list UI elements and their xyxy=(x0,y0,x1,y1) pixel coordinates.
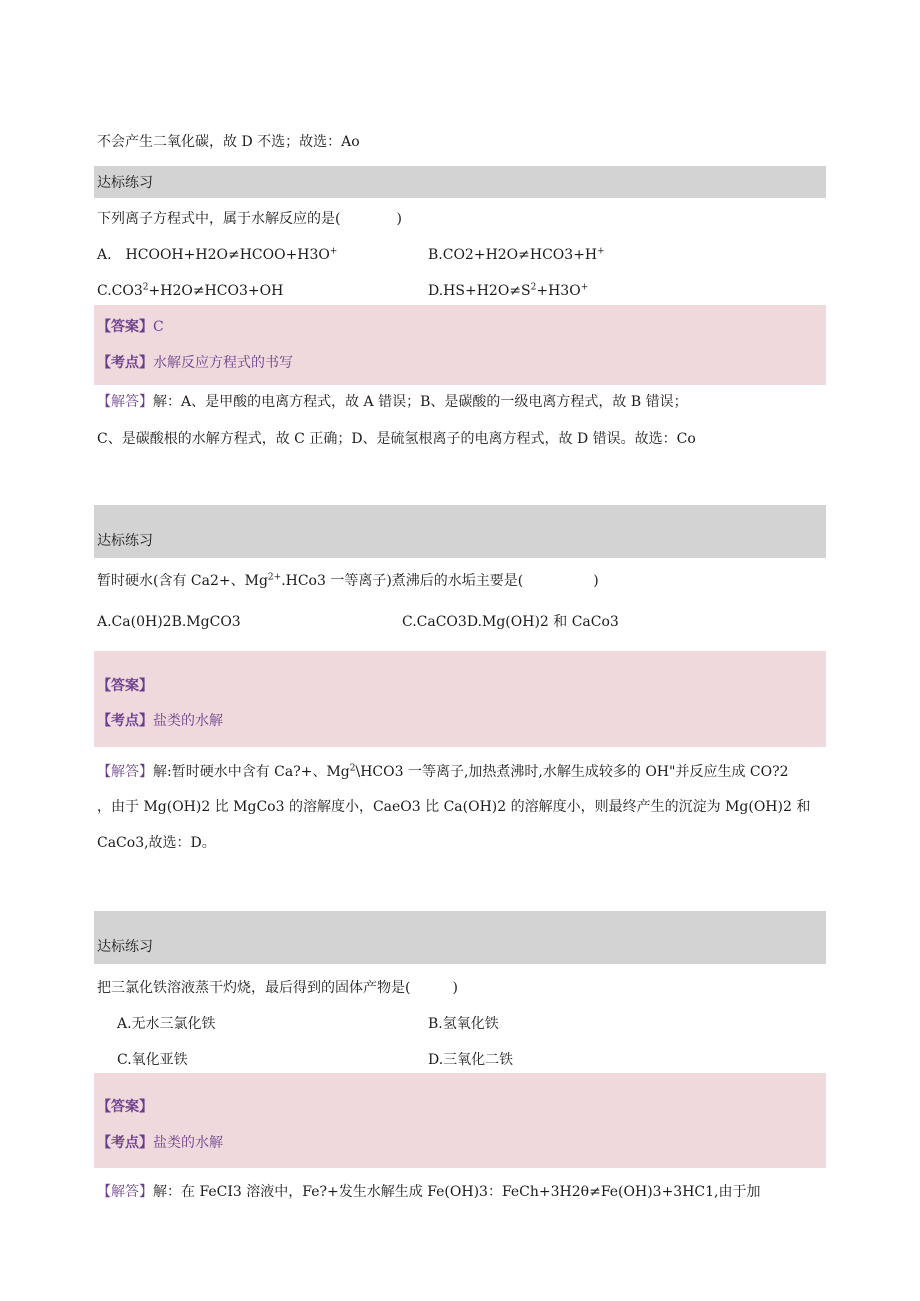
q2-explain-1-sup: 2 xyxy=(349,763,356,774)
q1-option-a-text: A. HCOOH+H2O≠HCOO+H3O xyxy=(97,247,330,263)
q2-explain-1-post: \HCO3 一等离子,加热煮沸时,水解生成较多的 OH"并反应生成 CO?2 xyxy=(355,764,789,780)
q3-option-d: D.三氧化二铁 xyxy=(428,1052,514,1068)
section-band-1 xyxy=(94,166,826,198)
q1-option-c-post: +H2O≠HCO3+OH xyxy=(148,283,284,299)
q3-topic-value: 盐类的水解 xyxy=(153,1135,223,1151)
q2-option-cd: C.CaCO3D.Mg(OH)2 和 CaCo3 xyxy=(402,614,619,630)
q1-option-a-sup: + xyxy=(329,246,338,257)
intro-text: 不会产生二氧化碳，故 D 不选；故选：Ao xyxy=(97,134,360,150)
q1-answer-value: C xyxy=(153,319,164,335)
answer-band-2 xyxy=(94,651,826,747)
q3-option-c: C.氧化亚铁 xyxy=(117,1052,188,1068)
q1-explain-2: C、是碳酸根的水解方程式，故 C 正确；D、是硫氢根离子的电离方程式，故 D 错误。故选：Co xyxy=(97,431,696,447)
section-title-1: 达标练习 xyxy=(97,175,153,191)
q2-question-sup: 2+ xyxy=(267,572,282,583)
q2-topic xyxy=(97,711,223,731)
section-band-3 xyxy=(94,911,826,964)
q1-option-c-sup: 2 xyxy=(142,282,149,293)
q1-option-b xyxy=(428,245,605,265)
q2-explain-1 xyxy=(97,762,789,782)
q1-option-a xyxy=(97,245,337,265)
q3-option-a: A.无水三氯化铁 xyxy=(117,1016,216,1032)
q1-answer-label: 【答案】 xyxy=(97,319,153,335)
answer-band-1 xyxy=(94,305,826,385)
q1-question: 下列离子方程式中，属于水解反应的是( ) xyxy=(97,211,402,227)
q3-answer-label: 【答案】 xyxy=(97,1099,153,1115)
q1-option-d xyxy=(428,281,588,301)
q2-question xyxy=(97,571,599,591)
q1-option-c xyxy=(97,281,283,301)
q1-answer xyxy=(97,317,164,337)
q2-explain-2: ，由于 Mg(OH)2 比 MgCo3 的溶解度小，CaeO3 比 Ca(OH)2 的溶解度小，则最终产生的沉淀为 Mg(OH)2 和 xyxy=(97,799,811,815)
q2-topic-label: 【考点】 xyxy=(97,713,153,729)
q3-explain-label: 【解答】 xyxy=(97,1184,153,1200)
q1-topic xyxy=(97,353,293,373)
q2-option-ab: A.Ca(0H)2B.MgCO3 xyxy=(97,614,241,630)
q3-explain-1-text: 解：在 FeCI3 溶液中，Fe?+发生水解生成 Fe(OH)3：FeCh+3H2θ≠Fe(OH)3+3HC1,由于加 xyxy=(153,1184,761,1200)
q3-topic-label: 【考点】 xyxy=(97,1135,153,1151)
section-title-3: 达标练习 xyxy=(97,939,153,955)
q1-option-c-pre: C.CO3 xyxy=(97,283,143,299)
q3-option-b: B.氢氧化铁 xyxy=(428,1016,499,1032)
q1-topic-label: 【考点】 xyxy=(97,355,153,371)
q3-explain-1 xyxy=(97,1182,761,1202)
q3-topic xyxy=(97,1133,223,1153)
q1-topic-value: 水解反应方程式的书写 xyxy=(153,355,293,371)
q1-option-d-sup2: + xyxy=(580,282,589,293)
answer-band-3 xyxy=(94,1073,826,1168)
q2-explain-3: CaCo3,故选：D。 xyxy=(97,835,216,851)
q1-explain-label: 【解答】 xyxy=(97,394,153,410)
q1-option-b-text: B.CO2+H2O≠HCO3+H xyxy=(428,247,598,263)
section-title-2: 达标练习 xyxy=(97,533,153,549)
q2-explain-label: 【解答】 xyxy=(97,764,153,780)
q1-option-d-sup: 2 xyxy=(530,282,537,293)
q2-topic-value: 盐类的水解 xyxy=(153,713,223,729)
section-band-2 xyxy=(94,505,826,558)
q2-answer-label: 【答案】 xyxy=(97,678,153,694)
q2-answer xyxy=(97,676,153,696)
q1-option-b-sup: + xyxy=(597,246,605,257)
q2-question-pre: 暂时硬水(含有 Ca2+、Mg xyxy=(97,573,268,589)
q2-question-post: .HCo3 一等离子)煮沸后的水垢主要是( ) xyxy=(281,573,599,589)
q1-explain-1 xyxy=(97,392,688,412)
q3-question: 把三氯化铁溶液蒸干灼烧，最后得到的固体产物是( ) xyxy=(97,980,458,996)
q1-option-d-pre: D.HS+H2O≠S xyxy=(428,283,531,299)
q2-explain-1-pre: 解:暂时硬水中含有 Ca?+、Mg xyxy=(153,764,350,780)
q1-explain-1-text: 解：A、是甲酸的电离方程式，故 A 错误；B、是碳酸的一级电离方程式，故 B 错误； xyxy=(153,394,688,410)
q1-option-d-mid: +H3O xyxy=(536,283,581,299)
q3-answer xyxy=(97,1097,153,1117)
